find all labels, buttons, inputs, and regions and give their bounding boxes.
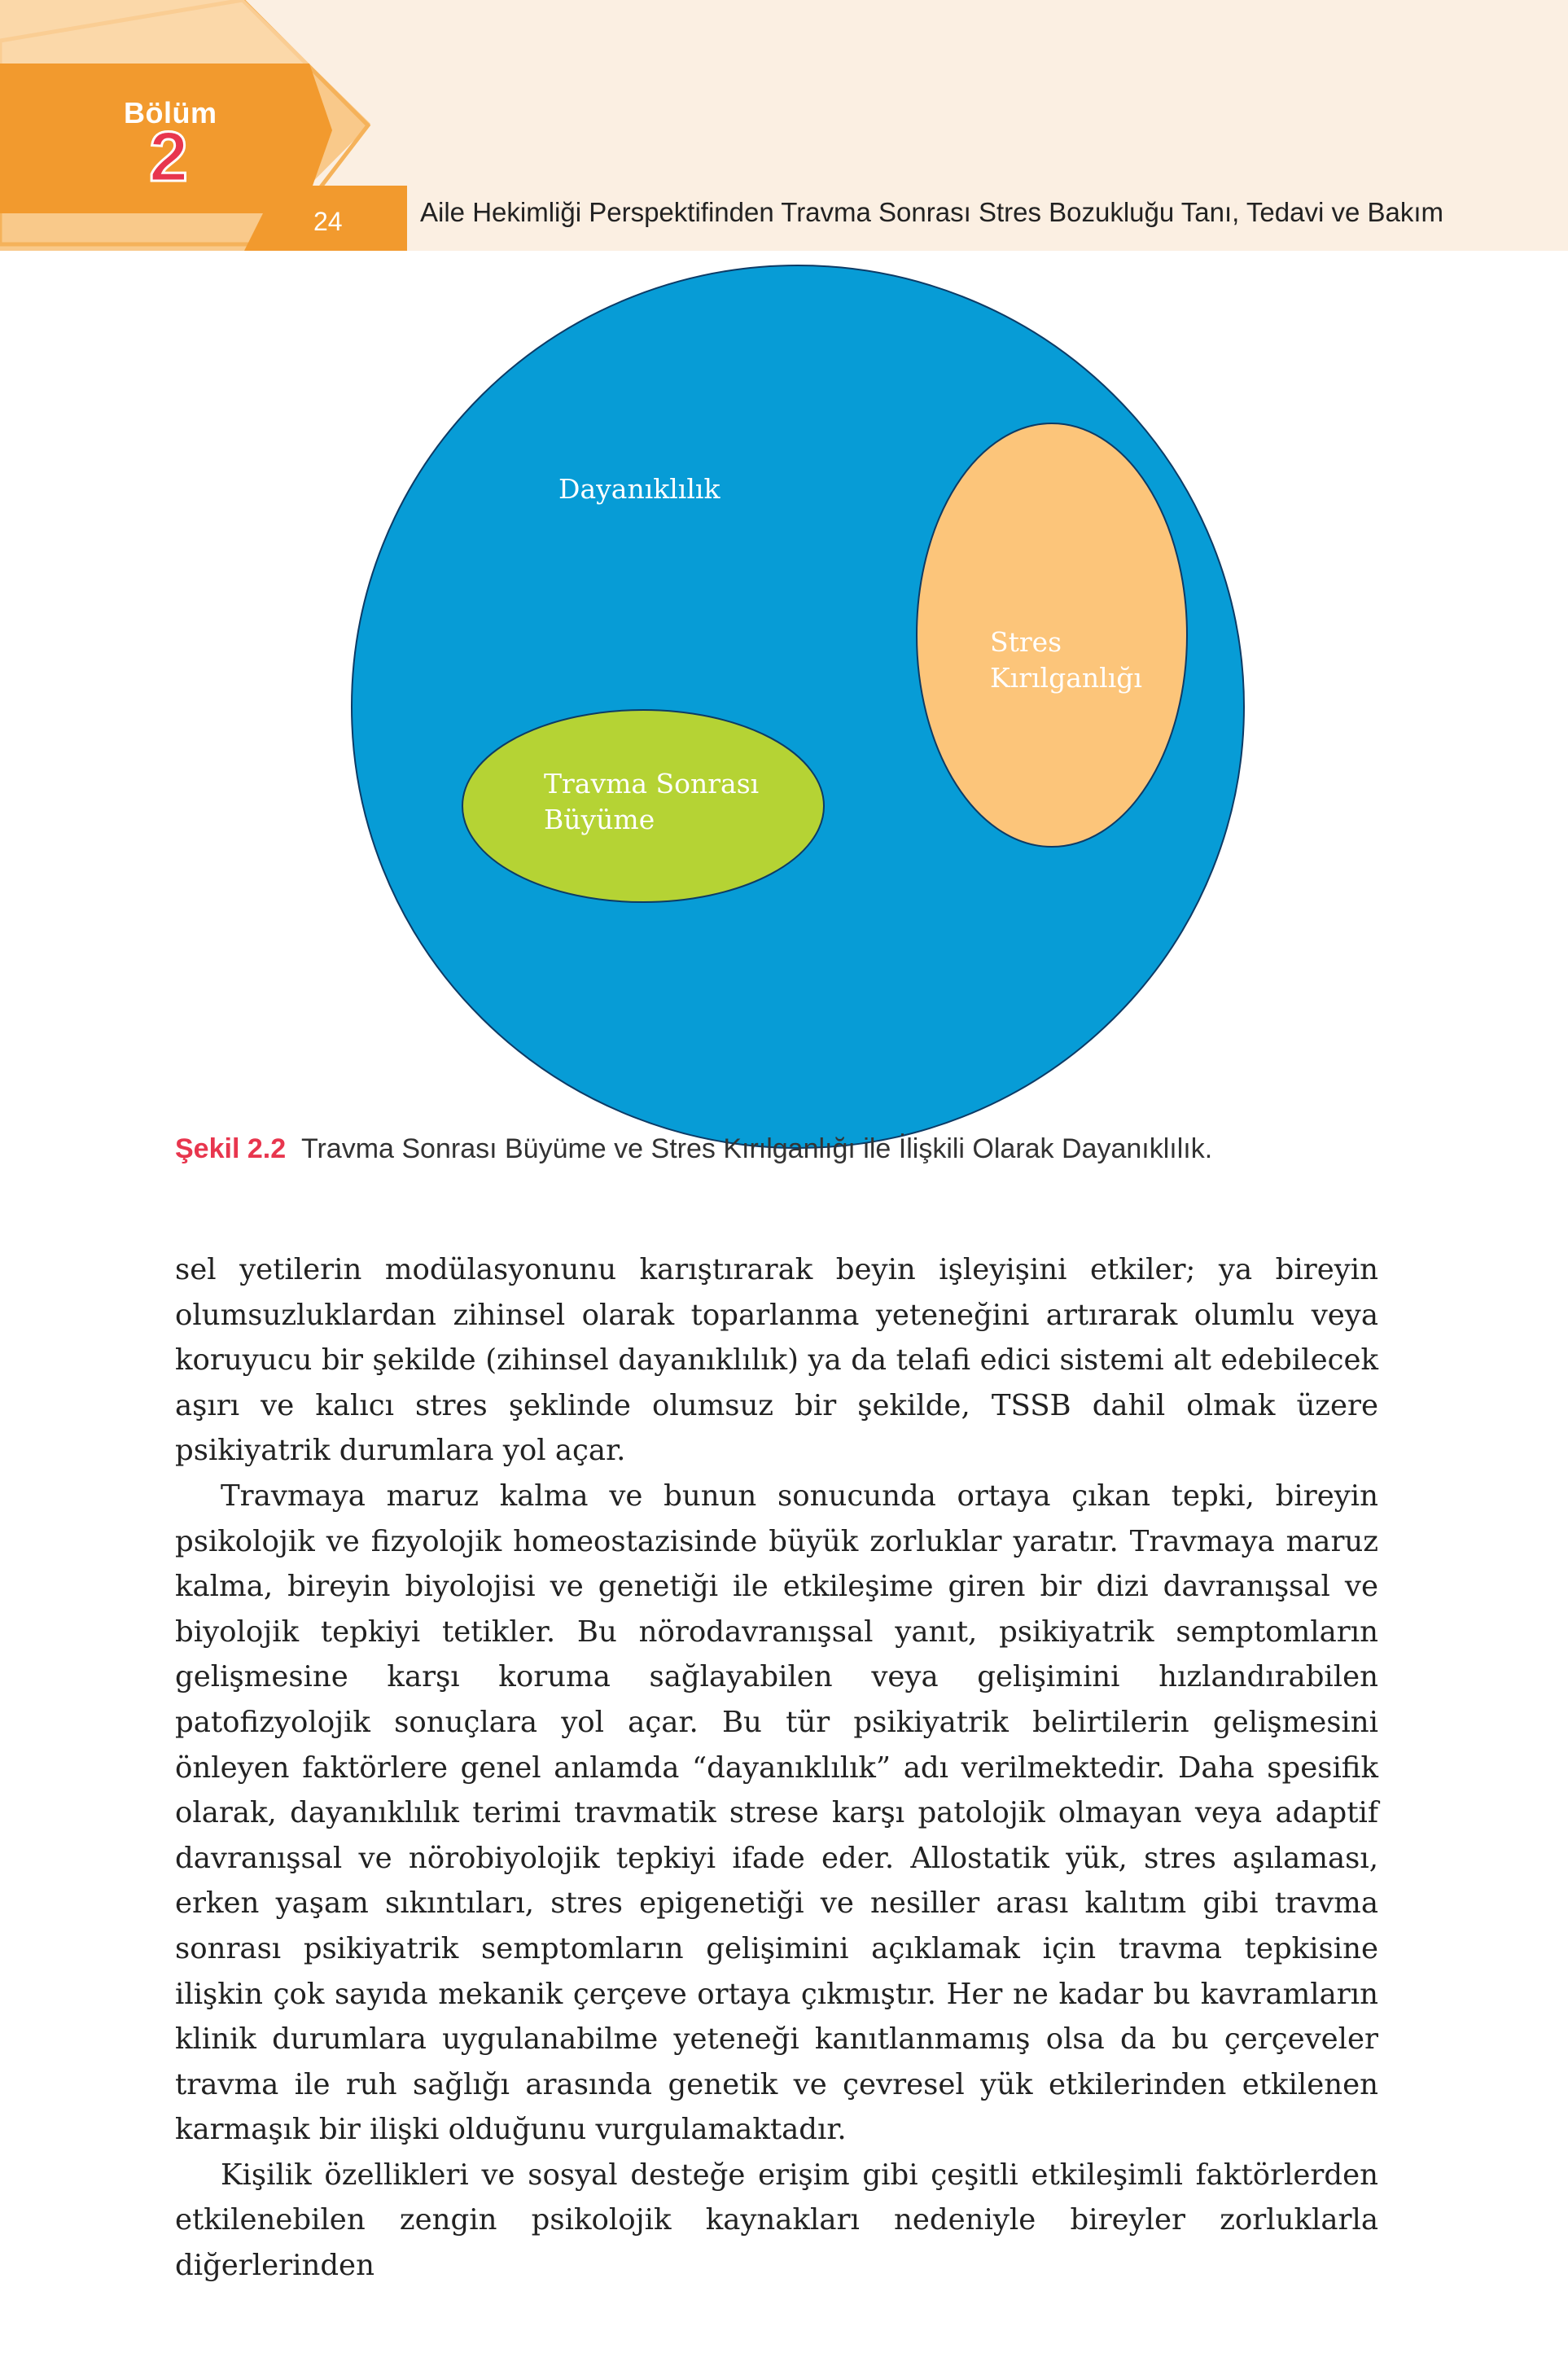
paragraph: sel yetilerin modülasyonunu karıştırarak beyin işleyişini etkiler; ya bireyin olumsuzluklardan zihinsel olarak toparlanma yeteneğini artırarak olumlu veya koruyucu bir şekilde (zihinsel dayanıklılık) ya da telafi edici sistemi alt edebilecek aşırı ve kalıcı stres şeklinde olumsuz bir şekilde, TSSB dahil olmak üzere psikiyatrik durumlara yol açar. [175, 1253, 1378, 1468]
resilience-diagram [0, 0, 1568, 1156]
caption-text: Travma Sonrası Büyüme ve Stres Kırılganlığı ile İlişkili Olarak Dayanıklılık. [300, 1133, 1213, 1164]
growth-label-line2: Büyüme [544, 804, 655, 835]
chapter-number: 2 [149, 118, 188, 196]
stress-vulnerability-label-line1: Stres [990, 626, 1062, 658]
stress-vulnerability-label-line2: Kırılganlığı [990, 662, 1142, 694]
page-number: 24 [313, 207, 343, 236]
figure-caption [175, 1133, 1445, 1165]
body-text [175, 1247, 1378, 2289]
caption-label: Şekil 2.2 [175, 1133, 287, 1164]
resilience-label: Dayanıklılık [558, 473, 720, 505]
growth-label-line1: Travma Sonrası [544, 768, 760, 800]
running-title: Aile Hekimliği Perspektifinden Travma Sonrası Stres Bozukluğu Tanı, Tedavi ve Bakım [420, 197, 1444, 227]
chapter-label: Bölüm [124, 96, 217, 129]
paragraph: Travmaya maruz kalma ve bunun sonucunda ortaya çıkan tepki, bireyin psikolojik ve fizyolojik homeostazisinde büyük zorluklar yaratır. Travmaya maruz kalma, bireyin biyolojisi ve genetiği ile etkileşime giren bir dizi davranışsal ve biyolojik tepkiyi tetikler. Bu nörodavranışsal yanıt, psikiyatrik semptomların gelişmesine karşı koruma sağlayabilen veya gelişimini hızlandırabilen patofizyolojik sonuçlara yol açar. Bu tür psikiyatrik belirtilerin gelişmesini önleyen faktörlere genel anlamda “dayanıklılık” adı verilmektedir. Daha spesifik olarak, dayanıklılık terimi travmatik strese karşı patolojik olmayan veya adaptif davranışsal ve nörobiyolojik tepkiyi ifade eder. Allostatik yük, stres aşılaması, erken yaşam sıkıntıları, stres epigenetiği ve nesiller arası kalıtım gibi travma sonrası psikiyatrik semptomların gelişimini açıklamak için travma tepkisine ilişkin çok sayıda mekanik çerçeve ortaya çıkmıştır. Her ne kadar bu kavramların klinik durumlara uygulanabilme yeteneği kanıtlanmamış olsa da bu çerçeveler travma ile ruh sağlığı arasında genetik ve çevresel yük etkilerinden etkilenen karmaşık bir ilişki olduğunu vurgulamaktadır. [175, 1479, 1378, 2147]
paragraph: Kişilik özellikleri ve sosyal desteğe erişim gibi çeşitli etkileşimli faktörlerden etkilenebilen zengin psikolojik kaynakları nedeniyle bireyler zorluklarla diğerlerinden [175, 2158, 1378, 2283]
